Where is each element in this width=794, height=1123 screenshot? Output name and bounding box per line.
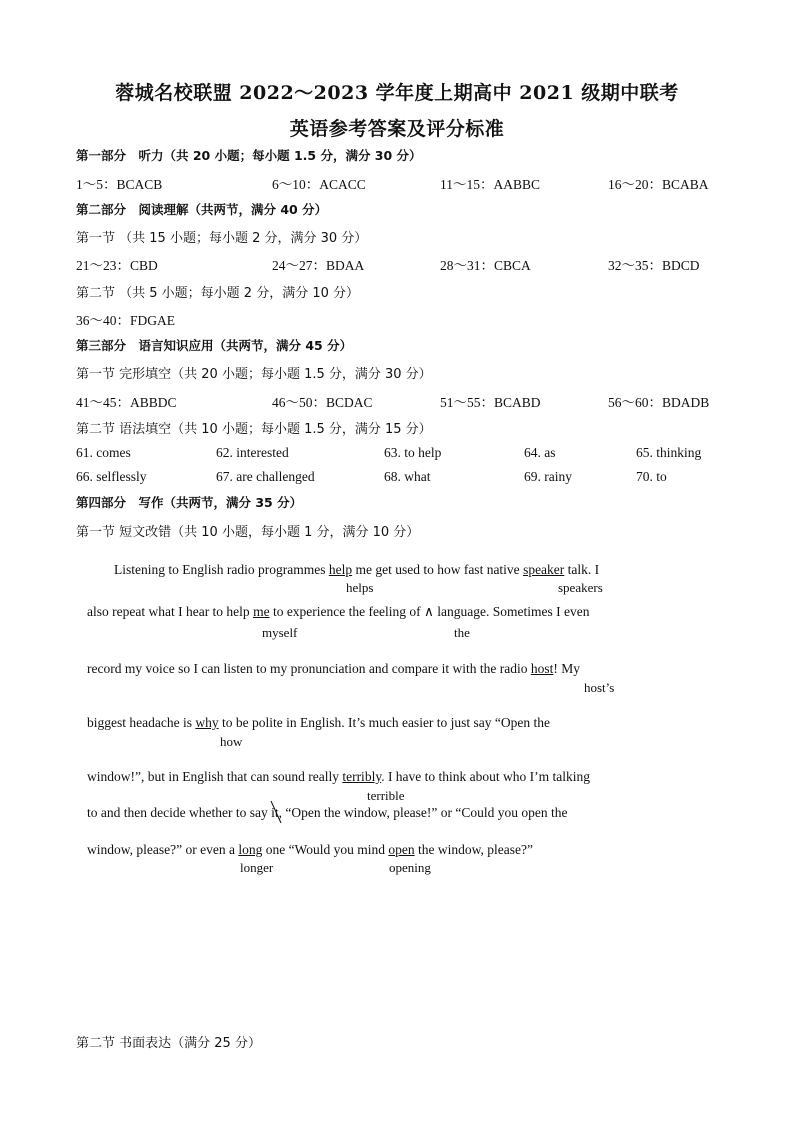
grammar-answer: 67. are challenged	[216, 469, 315, 484]
answer-group: 6～10：ACACC	[272, 177, 366, 192]
correction: host’s	[584, 680, 615, 695]
answer-group: 36～40：FDGAE	[76, 313, 176, 328]
essay-text: window!”, but in English that can sound really	[87, 769, 343, 784]
correction: speakers	[558, 580, 603, 595]
essay-text: to be polite in English. It’s much easier to just say “Open the	[218, 715, 551, 730]
essay-text: to and then decide whether to say	[87, 805, 272, 820]
part1-heading: 第一部分 听力（共 20 小题；每小题 1.5 分，满分 30 分）	[76, 148, 422, 163]
error-word: speaker	[523, 562, 565, 577]
error-word: terribly	[342, 769, 382, 784]
deleted-word: it	[271, 805, 279, 821]
answer-group: 21～23：CBD	[76, 258, 158, 273]
part2-section2-heading: 第二节 （共 5 小题；每小题 2 分，满分 10 分）	[76, 286, 360, 301]
essay-line	[87, 769, 590, 785]
essay-text: Listening to English radio programmes	[114, 562, 329, 577]
correction: longer	[240, 860, 274, 875]
error-word: me	[253, 604, 270, 619]
essay-line	[87, 842, 533, 858]
essay-text: the window, please?”	[414, 842, 533, 857]
correction: the	[454, 625, 470, 640]
error-word: host	[530, 661, 554, 676]
answer-group: 46～50：BCDAC	[272, 395, 373, 410]
essay-text: talk. I	[564, 562, 600, 577]
essay-text: biggest headache is	[87, 715, 196, 730]
essay-line	[87, 805, 568, 821]
delete-slash-icon	[268, 799, 284, 825]
page-subtitle: 英语参考答案及评分标准	[289, 118, 505, 140]
part2-section1-heading: 第一节 （共 15 小题；每小题 2 分，满分 30 分）	[76, 231, 368, 246]
grammar-answer: 66. selflessly	[76, 469, 147, 484]
part4-heading: 第四部分 写作（共两节，满分 35 分）	[76, 495, 303, 510]
grammar-answer: 65. thinking	[636, 445, 702, 460]
essay-text: me get used to how fast native	[352, 562, 524, 577]
grammar-answer: 63. to help	[384, 445, 442, 460]
essay-text: window, please?” or even a	[87, 842, 239, 857]
correction: helps	[346, 580, 374, 595]
essay-text: also repeat what I hear to help	[87, 604, 254, 619]
error-word: why	[195, 715, 219, 730]
answer-group: 51～55：BCABD	[440, 395, 541, 410]
essay-line	[114, 562, 599, 578]
error-word: help	[328, 562, 353, 577]
correction: opening	[389, 860, 431, 875]
correction: how	[220, 734, 243, 749]
essay-line	[87, 604, 589, 620]
answer-group: 41～45：ABBDC	[76, 395, 177, 410]
essay-line	[87, 661, 580, 677]
grammar-answer: 69. rainy	[524, 469, 572, 484]
page-title: 蓉城名校联盟 2022～2023 学年度上期高中 2021 级期中联考	[115, 82, 679, 104]
part2-heading: 第二部分 阅读理解（共两节，满分 40 分）	[76, 202, 328, 217]
essay-text: . I have to think about who I’m talking	[381, 769, 591, 784]
answer-group: 1～5：BCACB	[76, 177, 163, 192]
answer-group: 32～35：BDCD	[608, 258, 700, 273]
error-word: open	[388, 842, 415, 857]
grammar-answer: 70. to	[636, 469, 667, 484]
grammar-answer: 61. comes	[76, 445, 131, 460]
part3-section2-heading: 第二节 语法填空（共 10 小题；每小题 1.5 分，满分 15 分）	[76, 422, 432, 437]
essay-text: , “Open the window, please!” or “Could you open the	[278, 805, 568, 820]
essay-text: one “Would you mind	[262, 842, 389, 857]
essay-text: to experience the feeling of	[269, 604, 424, 619]
answer-group: 28～31：CBCA	[440, 258, 531, 273]
grammar-answer: 62. interested	[216, 445, 289, 460]
grammar-answer: 68. what	[384, 469, 431, 484]
part3-heading: 第三部分 语言知识应用（共两节，满分 45 分）	[76, 338, 353, 353]
answer-group: 24～27：BDAA	[272, 258, 365, 273]
essay-line	[87, 715, 550, 731]
answer-group: 56～60：BDADB	[608, 395, 710, 410]
correction: myself	[262, 625, 298, 640]
part4-section2-heading: 第二节 书面表达（满分 25 分）	[76, 1036, 261, 1051]
essay-text: language. Sometimes I even	[433, 604, 590, 619]
part3-section1-heading: 第一节 完形填空（共 20 小题；每小题 1.5 分，满分 30 分）	[76, 367, 432, 382]
answer-group: 11～15：AABBC	[440, 177, 541, 192]
insert-caret-icon: ∧	[424, 604, 434, 619]
essay-text: record my voice so I can listen to my pronunciation and compare it with the radio	[87, 661, 531, 676]
grammar-answer: 64. as	[524, 445, 556, 460]
essay-text: ! My	[553, 661, 581, 676]
answer-group: 16～20：BCABA	[608, 177, 709, 192]
part4-section1-heading: 第一节 短文改错（共 10 小题，每小题 1 分，满分 10 分）	[76, 525, 420, 540]
error-word: long	[238, 842, 263, 857]
correction: terrible	[367, 788, 405, 803]
